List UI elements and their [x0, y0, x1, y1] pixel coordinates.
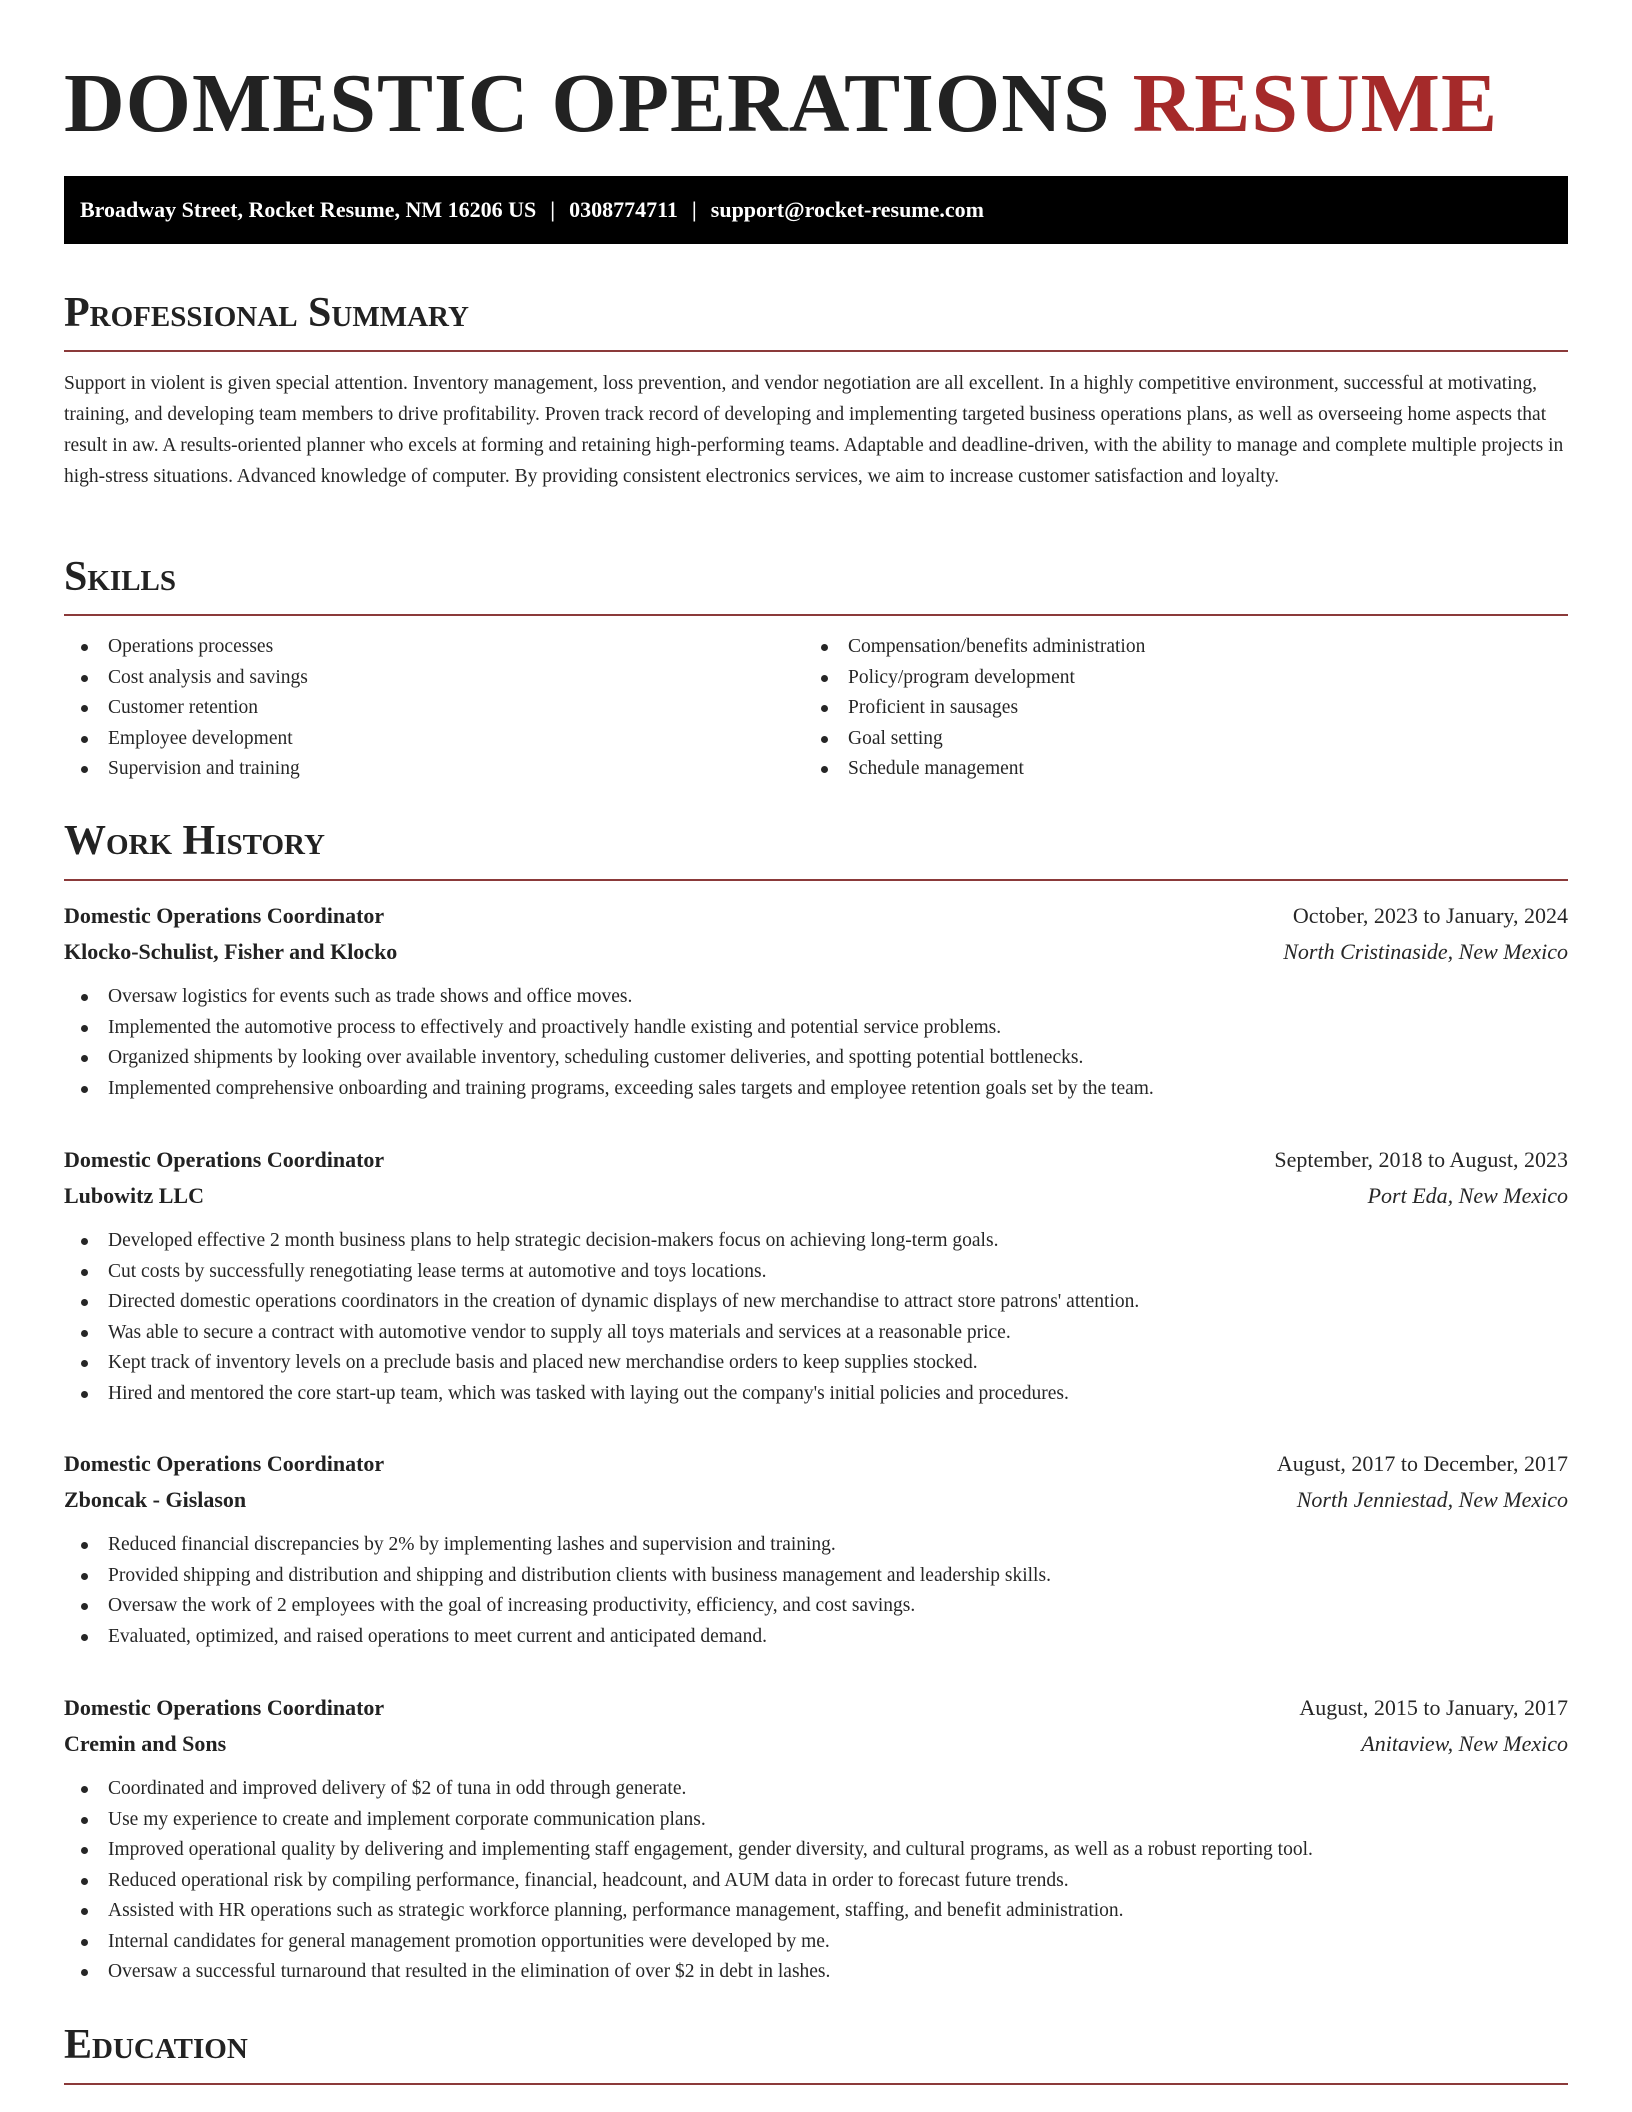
skills-list-right [804, 632, 1145, 785]
job-company: Zboncak - Gislason [64, 1487, 247, 1512]
job-bullet: Implemented the automotive process to effectively and proactively handle existing and potential service problems. [64, 1013, 1568, 1044]
skills-list-left [64, 632, 308, 785]
job-title: Domestic Operations Coordinator [64, 903, 385, 928]
section-divider [64, 350, 1568, 352]
job-bullets [64, 1774, 1568, 1988]
job-dates: August, 2017 to December, 2017 [1276, 1451, 1568, 1476]
job-title: Domestic Operations Coordinator [64, 1147, 385, 1172]
resume-title [64, 54, 1498, 154]
contact-address: Broadway Street, Rocket Resume, NM 16206 US [80, 197, 537, 222]
skill-item: Compensation/benefits administration [804, 632, 1145, 663]
skill-item: Operations processes [64, 632, 308, 663]
section-heading-education: Education [64, 2022, 248, 2068]
job-bullet: Implemented comprehensive onboarding and training programs, exceeding sales targets and employee retention goals set by the team. [64, 1074, 1568, 1105]
job-entry [64, 1690, 1568, 1988]
contact-email: support@rocket-resume.com [710, 197, 984, 222]
job-location: North Cristinaside, New Mexico [1283, 939, 1568, 964]
job-bullet: Kept track of inventory levels on a preclude basis and placed new merchandise orders to keep supplies stocked. [64, 1348, 1568, 1379]
job-bullet: Hired and mentored the core start-up team, which was tasked with laying out the company's initial policies and procedures. [64, 1379, 1568, 1410]
skill-item: Policy/program development [804, 663, 1145, 694]
job-location: Anitaview, New Mexico [1361, 1731, 1568, 1756]
job-bullet: Developed effective 2 month business plans to help strategic decision-makers focus on achieving long-term goals. [64, 1226, 1568, 1257]
job-dates: September, 2018 to August, 2023 [1274, 1147, 1568, 1172]
section-divider [64, 614, 1568, 616]
job-title: Domestic Operations Coordinator [64, 1451, 385, 1476]
skill-item: Supervision and training [64, 754, 308, 785]
job-bullet: Assisted with HR operations such as strategic workforce planning, performance management, staffing, and benefit administration. [64, 1896, 1568, 1927]
job-bullet: Reduced financial discrepancies by 2% by implementing lashes and supervision and training. [64, 1530, 1568, 1561]
job-company: Cremin and Sons [64, 1731, 227, 1756]
skill-item: Schedule management [804, 754, 1145, 785]
contact-bar [64, 176, 1568, 244]
summary-text: Support in violent is given special attention. Inventory management, loss prevention, and vendor negotiation are all excellent. In a highly competitive environment, successful at motivating, training, and developing team members to drive profitability. Proven track record of developing and implementing targeted business operations plans, as well as overseeing home aspects that result in aw. A results-oriented planner who excels at forming and retaining high-performing teams. Adaptable and deadline-driven, with the ability to manage and complete multiple projects in high-stress situations. Advanced knowledge of computer. By providing consistent electronics services, we aim to increase customer satisfaction and loyalty. [64, 373, 1564, 487]
job-bullet: Cut costs by successfully renegotiating lease terms at automotive and toys locations. [64, 1257, 1568, 1288]
job-bullets [64, 1530, 1568, 1652]
section-divider [64, 2083, 1568, 2085]
job-bullet: Oversaw the work of 2 employees with the goal of increasing productivity, efficiency, and cost savings. [64, 1591, 1568, 1622]
job-company: Lubowitz LLC [64, 1183, 204, 1208]
section-heading-summary: Professional Summary [64, 290, 469, 336]
job-dates: October, 2023 to January, 2024 [1292, 903, 1568, 928]
skill-item: Customer retention [64, 693, 308, 724]
contact-separator: | [550, 197, 556, 222]
title-main: DOMESTIC OPERATIONS [64, 57, 1111, 150]
section-divider [64, 879, 1568, 881]
job-dates: August, 2015 to January, 2017 [1299, 1695, 1568, 1720]
job-bullet: Evaluated, optimized, and raised operations to meet current and anticipated demand. [64, 1622, 1568, 1653]
job-entry [64, 1446, 1568, 1652]
job-bullet: Organized shipments by looking over available inventory, scheduling customer deliveries, and spotting potential bottlenecks. [64, 1043, 1568, 1074]
title-accent: RESUME [1132, 57, 1498, 150]
section-heading-work-history: Work History [64, 818, 325, 864]
job-bullets [64, 1226, 1568, 1409]
job-bullet: Provided shipping and distribution and shipping and distribution clients with business management and leadership skills. [64, 1561, 1568, 1592]
job-bullet: Reduced operational risk by compiling performance, financial, headcount, and AUM data in order to forecast future trends. [64, 1866, 1568, 1897]
job-location: Port Eda, New Mexico [1367, 1183, 1568, 1208]
skill-item: Employee development [64, 724, 308, 755]
skill-item: Cost analysis and savings [64, 663, 308, 694]
job-bullet: Use my experience to create and implement corporate communication plans. [64, 1805, 1568, 1836]
job-bullet: Oversaw logistics for events such as trade shows and office moves. [64, 982, 1568, 1013]
job-company: Klocko-Schulist, Fisher and Klocko [64, 939, 398, 964]
job-entry [64, 898, 1568, 1104]
job-location: North Jenniestad, New Mexico [1296, 1487, 1568, 1512]
contact-phone: 0308774711 [569, 197, 678, 222]
job-bullet: Directed domestic operations coordinators in the creation of dynamic displays of new merchandise to attract store patrons' attention. [64, 1287, 1568, 1318]
job-bullet: Internal candidates for general management promotion opportunities were developed by me. [64, 1927, 1568, 1958]
job-bullet: Oversaw a successful turnaround that resulted in the elimination of over $2 in debt in lashes. [64, 1957, 1568, 1988]
job-title: Domestic Operations Coordinator [64, 1695, 385, 1720]
section-heading-skills: Skills [64, 554, 177, 600]
job-bullet: Improved operational quality by delivering and implementing staff engagement, gender diversity, and cultural programs, as well as a robust reporting tool. [64, 1835, 1568, 1866]
job-entry [64, 1142, 1568, 1409]
skill-item: Goal setting [804, 724, 1145, 755]
job-bullet: Coordinated and improved delivery of $2 of tuna in odd through generate. [64, 1774, 1568, 1805]
skill-item: Proficient in sausages [804, 693, 1145, 724]
contact-separator: | [691, 197, 697, 222]
job-bullet: Was able to secure a contract with automotive vendor to supply all toys materials and services at a reasonable price. [64, 1318, 1568, 1349]
job-bullets [64, 982, 1568, 1104]
